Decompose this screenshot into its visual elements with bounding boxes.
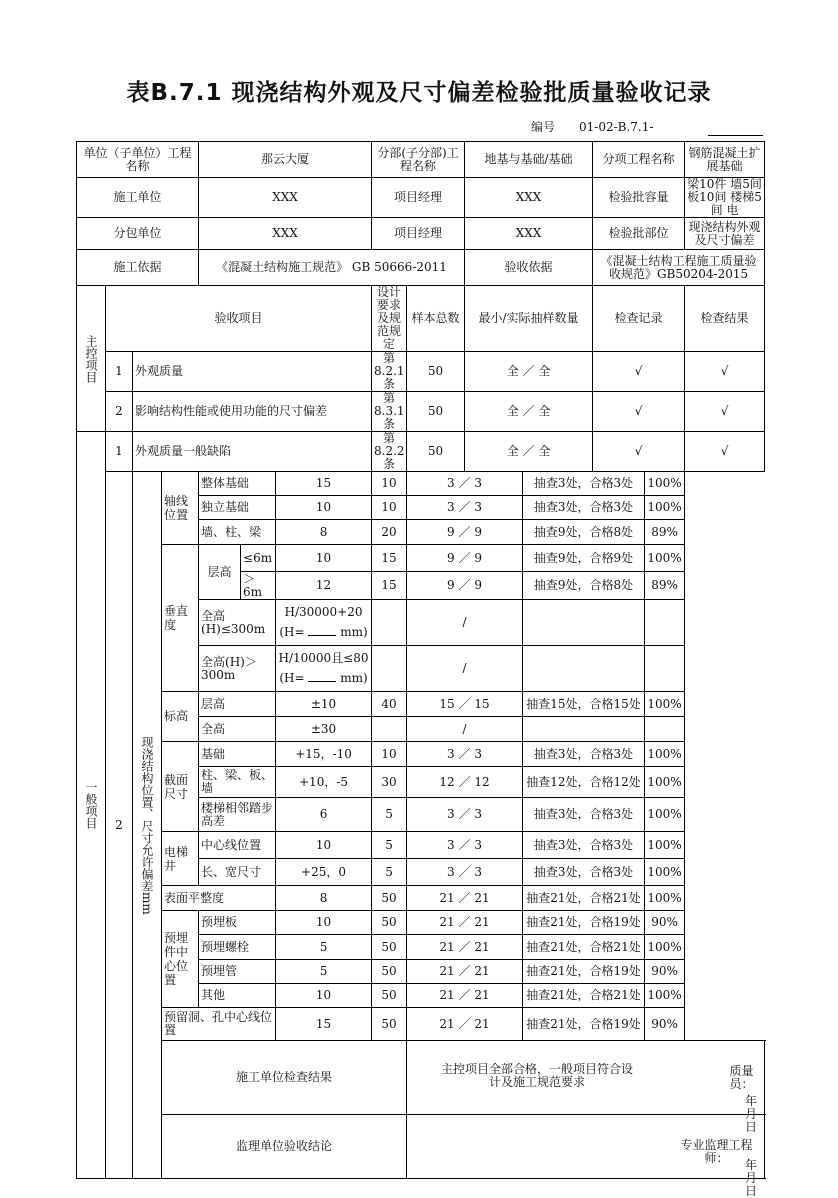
row-count: 9 ／ 9 [407,545,523,572]
row-count: 9 ／ 9 [407,572,523,600]
axis-label: 轴线位置 [162,472,199,545]
row-spec: 10 [276,984,372,1008]
row-spec: 8 [276,520,372,545]
row-sample: 30 [372,767,407,798]
row-result: 100% [645,767,685,798]
row-spec: +15，-10 [276,742,372,767]
elevator-shaft-label: 电梯井 [162,832,199,886]
record-number-label: 编号 [531,120,556,134]
header-row-3 [77,218,765,250]
row-sample: 50 [372,1008,407,1041]
row-spec: 10 [276,832,372,859]
table-row [77,692,765,717]
row-result: 100% [645,798,685,832]
table-row [77,432,765,472]
row-name: 外观质量 [133,352,372,392]
row-name: 预埋板 [199,911,276,935]
row-record: 抽查3处，合格3处 [523,742,645,767]
row-sample: 50 [407,432,465,472]
row-spec [276,646,372,692]
constructor-check-label: 施工单位检查结果 [162,1041,407,1115]
row-result: 100% [645,935,685,960]
row-result: 100% [645,832,685,859]
row-result [645,717,685,742]
row-spec: 15 [276,472,372,496]
row-name: 基础 [199,742,276,767]
row-spec: 第8.3.1条 [372,392,407,432]
row-sample: 5 [372,859,407,886]
row-no: 2 [106,392,133,432]
acceptance-value: 《混凝土结构工程施工质量验收规范》GB50204-2015 [593,250,765,286]
row-name: 整体基础 [199,472,276,496]
row-count: 3 ／ 3 [407,742,523,767]
row-name: 柱、梁、板、墙 [199,767,276,798]
general-items-label: 一般项目 [77,432,106,1179]
record-number-value: 01-02-B.7.1- [579,120,654,134]
row-count: 21 ／ 21 [407,935,523,960]
row-record: 抽查21处，合格21处 [523,935,645,960]
row-spec: 8 [276,886,372,911]
supervisor-content [407,1115,770,1198]
row-sample: 50 [372,960,407,984]
row-name: 全高 [199,717,276,742]
acceptance-label: 验收依据 [465,250,593,286]
subdivision-label: 分部(子分部)工程名称 [372,142,465,178]
inspection-table [76,141,770,1198]
supervisor-row [77,1115,765,1179]
row-record: 抽查3处，合格3处 [523,859,645,886]
header-row-4 [77,250,765,286]
row-name: ≤6m [241,545,276,572]
row-result: 100% [645,859,685,886]
spec-height: (H= mm) [279,625,368,639]
height-blank [308,625,336,636]
row-result: 89% [645,572,685,600]
header-row-2 [77,178,765,218]
main-items-label: 主控项目 [77,286,106,432]
row-record: √ [593,432,685,472]
row-result: 90% [645,1008,685,1041]
subcontractor-label: 分包单位 [77,218,199,250]
row-sample: 50 [407,392,465,432]
row-count: 3 ／ 3 [407,472,523,496]
table-row [77,1008,765,1041]
row-spec: 10 [276,545,372,572]
quality-inspector-label: 质量员： [729,1064,754,1091]
row-record: 抽查9处，合格9处 [523,545,645,572]
row-sample: 50 [372,935,407,960]
row-record: 抽查21处，合格19处 [523,1008,645,1041]
row-spec: ±10 [276,692,372,717]
project-manager2-value: XXX [465,218,593,250]
row-record: 抽查9处，合格8处 [523,572,645,600]
row-record [523,717,645,742]
row-sample: 15 [372,545,407,572]
row-no: 1 [106,352,133,392]
row-record: 抽查3处，合格3处 [523,472,645,496]
row-record [523,646,645,692]
row-spec [276,600,372,646]
row-record: 抽查21处，合格21处 [523,984,645,1008]
row-result [645,600,685,646]
embedded-label: 预埋件中心位置 [162,911,199,1008]
row-result: 100% [645,984,685,1008]
row-name: 墙、柱、梁 [199,520,276,545]
engineer-label: 专业监理工程师： [680,1138,753,1165]
row-spec: 15 [276,1008,372,1041]
row-sample: 50 [372,911,407,935]
constructor-date: 年 月 日 [745,1094,770,1134]
row-name: 预埋螺栓 [199,935,276,960]
row-record: 抽查21处，合格19处 [523,960,645,984]
location-value: 现浇结构外观及尺寸偏差 [685,218,765,250]
row-name: 楼梯相邻踏步高差 [199,798,276,832]
unit-label: 单位（子单位）工程名称 [77,142,199,178]
row-count: 15 ／ 15 [407,692,523,717]
basis-label: 施工依据 [77,250,199,286]
row-result: 100% [645,545,685,572]
row-count: 3 ／ 3 [407,832,523,859]
row-record: 抽查21处，合格19处 [523,911,645,935]
row-spec: 5 [276,935,372,960]
row-record: 抽查9处，合格8处 [523,520,645,545]
row-sample: 40 [372,692,407,717]
row-sample: 50 [407,352,465,392]
row-name: 中心线位置 [199,832,276,859]
row-result [645,646,685,692]
col-min: 最小/实际抽样数量 [465,286,593,352]
row-count: 21 ／ 21 [407,984,523,1008]
row-spec: 12 [276,572,372,600]
record-number [531,118,653,135]
row-count: 全 ／ 全 [465,392,593,432]
row-name: ＞6m [241,572,276,600]
row-name: 预埋管 [199,960,276,984]
table-row [77,392,765,432]
subcontractor-value: XXX [199,218,372,250]
row-spec: +10，-5 [276,767,372,798]
row-count: 12 ／ 12 [407,767,523,798]
row-count: 全 ／ 全 [465,352,593,392]
row-count: / [407,717,523,742]
column-header-row [77,286,765,352]
row-sample [372,646,407,692]
section-size-label: 截面尺寸 [162,742,199,832]
row-spec: 第8.2.1条 [372,352,407,392]
row-spec: +25，0 [276,859,372,886]
row-name: 独立基础 [199,496,276,520]
row-count: / [407,600,523,646]
row-sample: 10 [372,496,407,520]
row-name: 表面平整度 [162,886,276,911]
row-sample [372,717,407,742]
row-name: 其他 [199,984,276,1008]
row-spec: 10 [276,496,372,520]
row-record: 抽查21处，合格21处 [523,886,645,911]
row-result: 90% [645,960,685,984]
item-label: 分项工程名称 [593,142,685,178]
row-spec: 第8.2.2条 [372,432,407,472]
row-sample: 5 [372,832,407,859]
col-sample: 样本总数 [407,286,465,352]
unit-value: 那云大厦 [199,142,372,178]
item-value: 钢筋混凝土扩展基础 [685,142,765,178]
row-result: 100% [645,742,685,767]
table-row [77,832,765,859]
row-record: 抽查15处，合格15处 [523,692,645,717]
table-row [77,352,765,392]
spec-formula: H/10000且≤80 [278,651,369,665]
location-label: 检验批部位 [593,218,685,250]
row-count: 21 ／ 21 [407,886,523,911]
row-name: 影响结构性能或使用功能的尺寸偏差 [133,392,372,432]
supervisor-date: 年 月 日 [745,1158,770,1198]
project-manager-label: 项目经理 [372,178,465,218]
row-count: 21 ／ 21 [407,1008,523,1041]
basis-value: 《混凝土结构施工规范》 GB 50666-2011 [199,250,465,286]
row-count: 21 ／ 21 [407,911,523,935]
table-row [77,911,765,935]
floor-height-label: 层高 [199,545,241,600]
row-spec: 10 [276,911,372,935]
project-manager2-label: 项目经理 [372,218,465,250]
capacity-label: 检验批容量 [593,178,685,218]
table-row [77,742,765,767]
subdivision-value: 地基与基础/基础 [465,142,593,178]
row-sample: 15 [372,572,407,600]
spec-height: (H= mm) [279,671,368,685]
row-sample: 50 [372,984,407,1008]
row-result: 90% [645,911,685,935]
row-spec: ±30 [276,717,372,742]
spec-formula: H/30000+20 [284,605,363,619]
row-record: √ [593,392,685,432]
table-row [77,545,765,572]
row-name: 外观质量一般缺陷 [133,432,372,472]
row-sample [372,600,407,646]
row-no: 1 [106,432,133,472]
row-name: 全高(H)＞300m [199,646,276,692]
supervisor-label: 监理单位验收结论 [162,1115,407,1179]
row-count: 9 ／ 9 [407,520,523,545]
row-record: 抽查3处，合格3处 [523,798,645,832]
row-name: 长、宽尺寸 [199,859,276,886]
constructor-check-text: 主控项目全部合格，一般项目符合设计及施工规范要求 [441,1062,634,1089]
row-spec: 5 [276,960,372,984]
row-record: 抽查3处，合格3处 [523,496,645,520]
row-result: √ [685,432,765,472]
row-sample: 5 [372,798,407,832]
row-record: 抽查3处，合格3处 [523,832,645,859]
row-sample: 10 [372,472,407,496]
row-record: 抽查12处，合格12处 [523,767,645,798]
row-result: 100% [645,886,685,911]
row-sample: 20 [372,520,407,545]
constructor-label: 施工单位 [77,178,199,218]
page-title: 表B.7.1 现浇结构外观及尺寸偏差检验批质量验收记录 [126,80,712,106]
row-spec: 6 [276,798,372,832]
col-item: 验收项目 [106,286,372,352]
row-result: 100% [645,472,685,496]
row-record: √ [593,352,685,392]
row-count: 21 ／ 21 [407,960,523,984]
row-name: 全高(H)≤300m [199,600,276,646]
verticality-label: 垂直度 [162,545,199,692]
constructor-value: XXX [199,178,372,218]
row-sample: 50 [372,886,407,911]
record-number-blank-line [708,135,763,136]
row-result: 100% [645,496,685,520]
row-count: 3 ／ 3 [407,859,523,886]
table-row [77,886,765,911]
col-design: 设计要求及规范规定 [372,286,407,352]
project-manager-value: XXX [465,178,593,218]
row-sample: 10 [372,742,407,767]
elevation-label: 标高 [162,692,199,742]
constructor-check-row [77,1041,765,1115]
col-result: 检查结果 [685,286,765,352]
table-row [77,472,765,496]
row-result: 89% [645,520,685,545]
row-result: 100% [645,692,685,717]
col-record: 检查记录 [593,286,685,352]
header-row-1 [77,142,765,178]
row-name: 预留洞、孔中心线位置 [162,1008,276,1041]
row-record [523,600,645,646]
row-count: 全 ／ 全 [465,432,593,472]
row-count: / [407,646,523,692]
height-blank [308,671,336,682]
row-result: √ [685,392,765,432]
row-count: 3 ／ 3 [407,798,523,832]
row-name: 层高 [199,692,276,717]
row-no: 2 [106,472,133,1179]
deviation-group-label: 现浇结构位置、尺寸允许偏差mm [133,472,162,1179]
row-result: √ [685,352,765,392]
capacity-value: 梁10件 墙5间 板10间 楼梯5间 电 [685,178,765,218]
constructor-check-content [407,1041,770,1134]
row-count: 3 ／ 3 [407,496,523,520]
